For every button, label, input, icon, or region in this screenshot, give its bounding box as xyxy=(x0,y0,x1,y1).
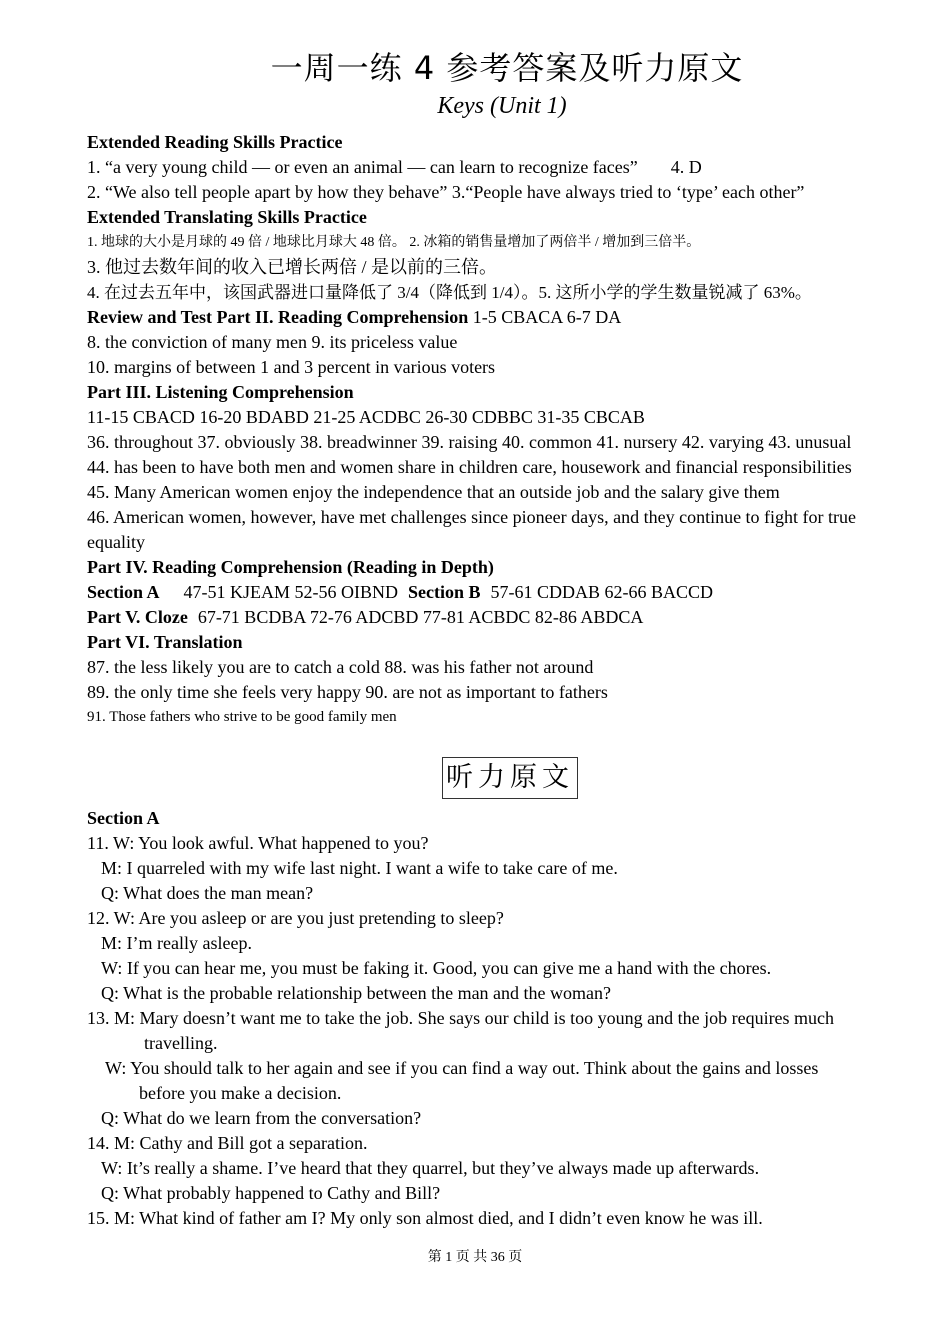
p6-heading: Part VI. Translation xyxy=(87,632,243,652)
page-subtitle: Keys (Unit 1) xyxy=(437,93,567,119)
rt2-heading: Review and Test Part II. Reading Comprehension xyxy=(87,307,469,327)
script-line: Q: What do we learn from the conversation? xyxy=(101,1108,422,1128)
page-footer: 第 1 页 共 36 页 xyxy=(427,1250,523,1265)
script-line: M: I’m really asleep. xyxy=(101,933,252,953)
rt2-line-8: 8. the conviction of many men 9. its priceless value xyxy=(87,332,458,352)
p4-line xyxy=(87,580,917,605)
p6-line-89: 89. the only time she feels very happy 90. are not as important to fathers xyxy=(87,682,608,702)
script-line: 15. M: What kind of father am I? My only son almost died, and I didn’t even know he was ill. xyxy=(87,1208,763,1228)
p3-line-46: 46. American women, however, have met challenges since pioneer days, and they continue to fight for true equality xyxy=(87,507,857,552)
etp-heading: Extended Translating Skills Practice xyxy=(87,207,367,227)
p3-answers: 11-15 CBACD 16-20 BDABD 21-25 ACDBC 26-30 CDBBC 31-35 CBCAB xyxy=(87,407,645,427)
p5-line xyxy=(87,605,917,630)
p5-answers: 67-71 BCDBA 72-76 ADCBD 77-81 ACBDC 82-86 ABDCA xyxy=(197,607,644,627)
script-line: Q: What does the man mean? xyxy=(101,883,314,903)
script-line: M: I quarreled with my wife last night. I want a wife to take care of me. xyxy=(101,858,618,878)
erp-answer-4: 4. D xyxy=(670,157,702,177)
script-line: before you make a decision. xyxy=(139,1083,342,1103)
p6-line-87: 87. the less likely you are to catch a cold 88. was his father not around xyxy=(87,657,594,677)
script-line: 12. W: Are you asleep or are you just pretending to sleep? xyxy=(87,908,504,928)
p6-line-91: 91. Those fathers who strive to be good family men xyxy=(87,709,397,725)
script-box-wrap xyxy=(87,757,917,799)
p3-line-36: 36. throughout 37. obviously 38. breadwinner 39. raising 40. common 41. nursery 42. varying 43. unusual xyxy=(87,432,852,452)
p3-heading: Part III. Listening Comprehension xyxy=(87,382,354,402)
script-line: Q: What is the probable relationship between the man and the woman? xyxy=(101,983,612,1003)
p5-heading: Part V. Cloze xyxy=(87,607,188,627)
rt2-line-10: 10. margins of between 1 and 3 percent in various voters xyxy=(87,357,496,377)
page-title: 一周一练 4 参考答案及听力原文 xyxy=(270,49,744,87)
p4-section-b: Section B xyxy=(408,582,481,602)
document-page xyxy=(87,48,917,1231)
erp-heading: Extended Reading Skills Practice xyxy=(87,132,343,152)
p4-section-a: Section A xyxy=(87,582,160,602)
p4-section-a-answers: 47-51 KJEAM 52-56 OIBND xyxy=(183,582,399,602)
etp-line-3: 3. 他过去数年间的收入已增长两倍 / 是以前的三倍。 xyxy=(87,257,497,277)
script-line: 11. W: You look awful. What happened to you? xyxy=(87,833,429,853)
etp-line-4: 4. 在过去五年中，该国武器进口量降低了 3/4（降低到 1/4）。5. 这所小学的学生数量锐减了 63%。 xyxy=(87,283,812,302)
script-line: 13. M: Mary doesn’t want me to take the job. She says our child is too young and the job requires much xyxy=(87,1008,835,1028)
rt2-line xyxy=(87,305,917,330)
p4-heading: Part IV. Reading Comprehension (Reading in Depth) xyxy=(87,557,494,577)
rt2-answers: 1-5 CBACA 6-7 DA xyxy=(468,307,622,327)
p3-line-45: 45. Many American women enjoy the independence that an outside job and the salary give them xyxy=(87,482,780,502)
script-line: W: It’s really a shame. I’ve heard that they quarrel, but they’ve always made up afterwards. xyxy=(101,1158,760,1178)
erp-answer-1: 1. “a very young child — or even an animal — can learn to recognize faces” xyxy=(87,157,638,177)
script-line: W: You should talk to her again and see if you can find a way out. Think about the gains and losses xyxy=(105,1058,819,1078)
erp-line-2: 2. “We also tell people apart by how they behave” 3.“People have always tried to ‘type’ each other” xyxy=(87,182,805,202)
erp-line-1 xyxy=(87,155,917,180)
script-line: W: If you can hear me, you must be faking it. Good, you can give me a hand with the chores. xyxy=(101,958,772,978)
script-line: 14. M: Cathy and Bill got a separation. xyxy=(87,1133,368,1153)
script-line: travelling. xyxy=(144,1033,218,1053)
script-section-heading: Section A xyxy=(87,808,160,828)
script-box: 听力原文 xyxy=(442,757,578,799)
p3-line-44: 44. has been to have both men and women share in children care, housework and financial responsibilities xyxy=(87,457,852,477)
script-line: Q: What probably happened to Cathy and Bill? xyxy=(101,1183,441,1203)
p4-section-b-answers: 57-61 CDDAB 62-66 BACCD xyxy=(490,582,714,602)
etp-line-1: 1. 地球的大小是月球的 49 倍 / 地球比月球大 48 倍。 2. 冰箱的销售量增加了两倍半 / 增加到三倍半。 xyxy=(87,235,701,250)
